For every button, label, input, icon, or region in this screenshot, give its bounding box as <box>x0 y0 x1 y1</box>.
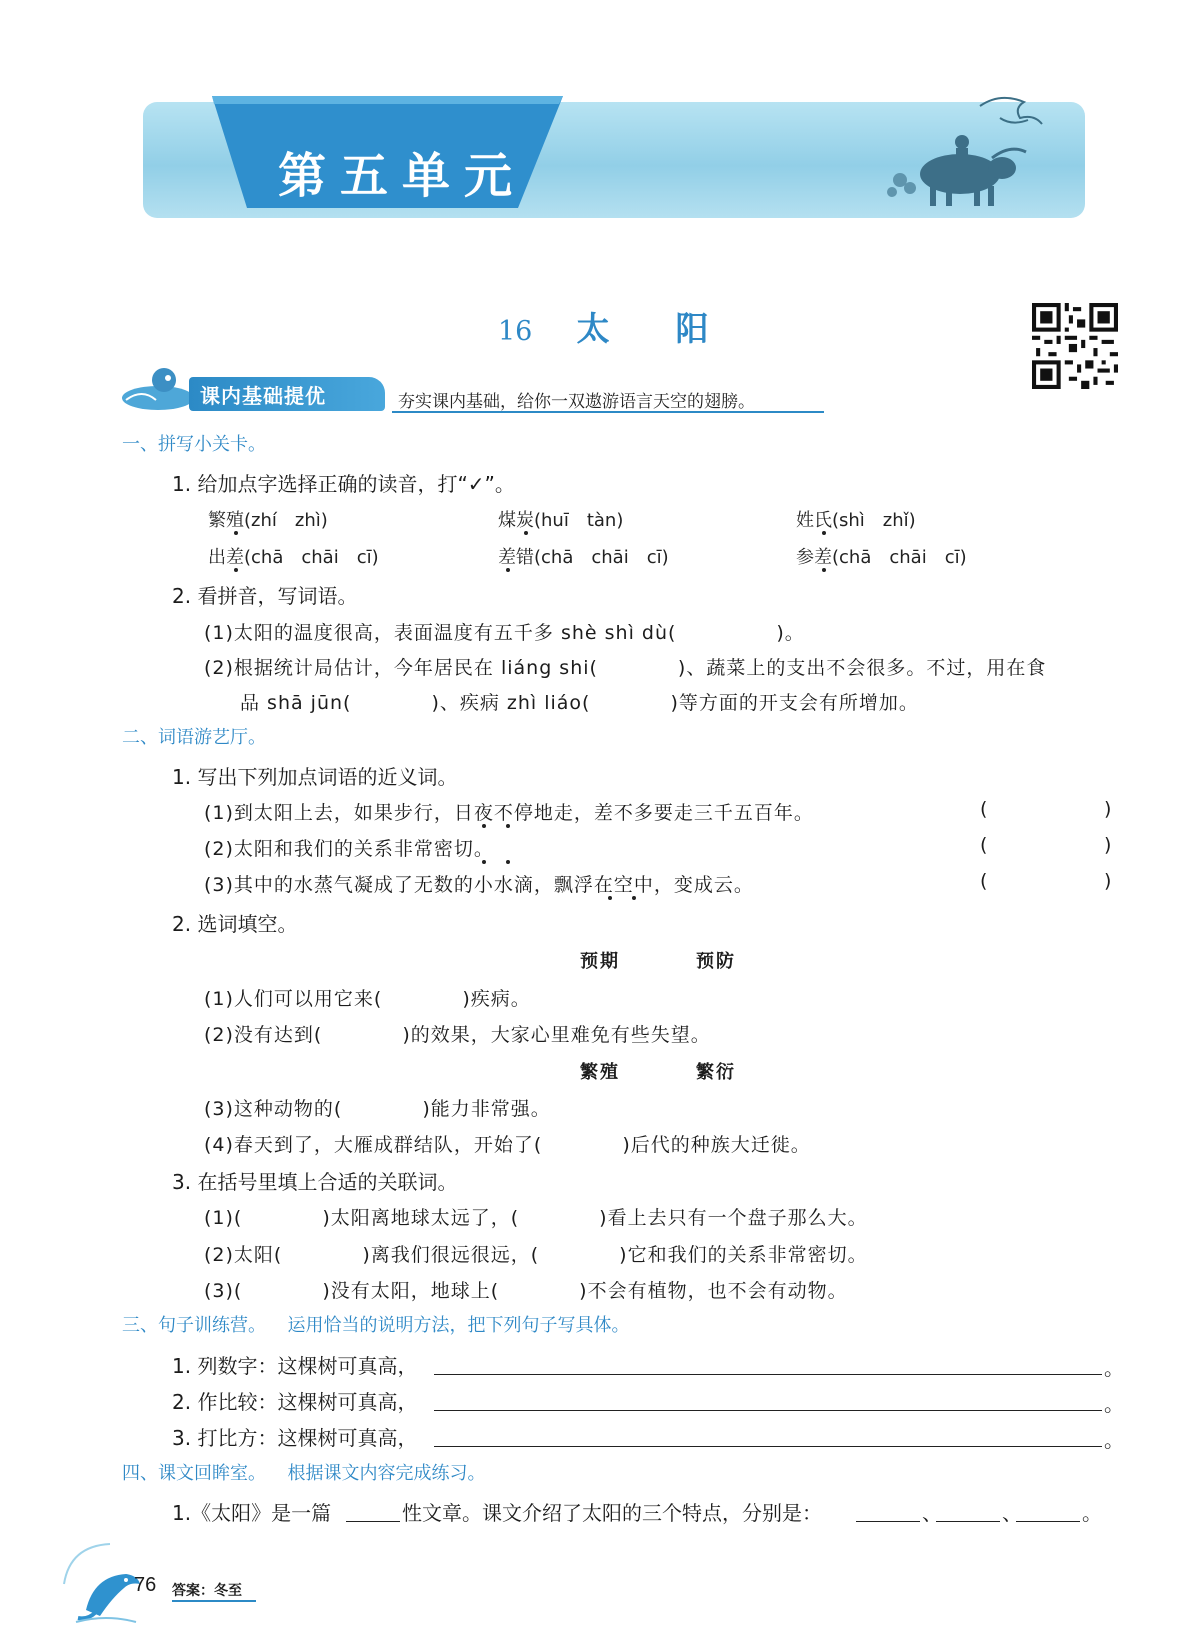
s2-q2-text: 2. 选词填空。 <box>172 912 298 936</box>
emphasis-dot <box>632 896 636 900</box>
answer-line[interactable] <box>434 1410 1102 1411</box>
s1-q1-item: 出差(chā chāi cī) <box>208 547 379 568</box>
s3-item: 1. 列数字：这棵树可真高， <box>172 1354 418 1378</box>
s2-q2-line: (2)没有达到( )的效果，大家心里难免有些失望。 <box>204 1024 711 1046</box>
section-1-title: 一、拼写小关卡。 <box>122 434 266 455</box>
answer-paren-open: ( <box>980 870 988 892</box>
footer-underline <box>172 1600 256 1602</box>
answer-line[interactable] <box>1016 1521 1080 1522</box>
s4-sep: 、 <box>922 1501 942 1525</box>
buffalo-illustration <box>880 88 1060 213</box>
answer-paren-close: ) <box>1104 834 1112 856</box>
emphasis-dot <box>482 824 486 828</box>
badge-label: 课内基础提优 <box>200 384 326 408</box>
s3-item: 2. 作比较：这棵树可真高， <box>172 1390 418 1414</box>
answer-line[interactable] <box>856 1521 920 1522</box>
footer-answer: 答案：冬至 <box>172 1583 242 1599</box>
s2-q1-item: (3)其中的水蒸气凝成了无数的小水滴，飘浮在空中，变成云。 <box>204 874 754 896</box>
emphasis-dot <box>524 531 528 535</box>
word-choice: 预防 <box>696 951 736 972</box>
answer-paren-close: ) <box>1104 798 1112 820</box>
emphasis-dot <box>506 860 510 864</box>
emphasis-dot <box>822 568 826 572</box>
s1-q2-line: 品 shā jūn( )、疾病 zhì liáo( )等方面的开支会有所增加。 <box>240 692 919 714</box>
mascot-icon <box>118 360 198 418</box>
s2-q3-line: (2)太阳( )离我们很远很远，( )它和我们的关系非常密切。 <box>204 1244 868 1266</box>
s2-q3-text: 3. 在括号里填上合适的关联词。 <box>172 1170 458 1194</box>
s4-end: 。 <box>1082 1501 1102 1525</box>
section-3-label: 三、句子训练营。 <box>122 1315 266 1336</box>
s3-end: 。 <box>1104 1392 1124 1416</box>
s1-q1-item: 煤炭(huī tàn) <box>498 510 624 531</box>
section-2-title: 二、词语游艺厅。 <box>122 727 266 748</box>
badge-slogan: 夯实课内基础，给你一双遨游语言天空的翅膀。 <box>398 392 755 412</box>
s2-q1-item: (2)太阳和我们的关系非常密切。 <box>204 838 494 860</box>
s4-q1-part1: 1.《太阳》是一篇 <box>172 1501 332 1525</box>
s1-q1-item: 差错(chā chāi cī) <box>498 547 669 568</box>
s1-q2-line: (2)根据统计局估计，今年居民在 liáng shi( )、蔬菜上的支出不会很多。不过，用在食 <box>204 657 1047 679</box>
s1-q1-item: 参差(chā chāi cī) <box>796 547 967 568</box>
lesson-name: 太 阳 <box>576 309 709 348</box>
answer-line[interactable] <box>434 1374 1102 1375</box>
lesson-title <box>498 303 709 350</box>
emphasis-dot <box>234 568 238 572</box>
s1-q2-line: (1)太阳的温度很高，表面温度有五千多 shè shì dù( )。 <box>204 622 805 644</box>
section-4-instruction: 根据课文内容完成练习。 <box>287 1463 486 1484</box>
emphasis-dot <box>234 531 238 535</box>
s2-q2-line: (3)这种动物的( )能力非常强。 <box>204 1098 551 1120</box>
s4-q1-part2: 性文章。课文介绍了太阳的三个特点，分别是： <box>402 1501 822 1525</box>
answer-paren-open: ( <box>980 798 988 820</box>
s2-q3-line: (3)( )没有太阳，地球上( )不会有植物，也不会有动物。 <box>204 1280 848 1302</box>
emphasis-dot <box>506 824 510 828</box>
word-choice: 预期 <box>580 951 620 972</box>
section-3-instruction: 运用恰当的说明方法，把下列句子写具体。 <box>287 1315 630 1336</box>
word-choice: 繁殖 <box>580 1062 620 1083</box>
page-number: 76 <box>134 1574 157 1596</box>
s1-q2-text: 2. 看拼音，写词语。 <box>172 584 358 608</box>
s4-sep: 、 <box>1002 1501 1022 1525</box>
section-4-title <box>122 1459 485 1485</box>
answer-paren-close: ) <box>1104 870 1112 892</box>
unit-title: 第五单元 <box>278 148 527 204</box>
emphasis-dot <box>482 860 486 864</box>
word-choice: 繁衍 <box>696 1062 736 1083</box>
answer-line[interactable] <box>434 1446 1102 1447</box>
qr-code-icon <box>1032 303 1118 389</box>
s3-end: 。 <box>1104 1428 1124 1452</box>
emphasis-dot <box>608 896 612 900</box>
section-4-label: 四、课文回眸室。 <box>122 1463 266 1484</box>
section-3-title <box>122 1311 629 1337</box>
answer-paren-open: ( <box>980 834 988 856</box>
answer-line[interactable] <box>936 1521 1000 1522</box>
lesson-number: 16 <box>498 316 533 347</box>
s1-q1-item: 繁殖(zhí zhì) <box>208 510 328 531</box>
s3-end: 。 <box>1104 1356 1124 1380</box>
emphasis-dot <box>506 568 510 572</box>
s1-q1-text: 1. 给加点字选择正确的读音，打“✓”。 <box>172 472 515 496</box>
slogan-underline <box>392 411 824 413</box>
emphasis-dot <box>822 531 826 535</box>
s2-q3-line: (1)( )太阳离地球太远了，( )看上去只有一个盘子那么大。 <box>204 1207 868 1229</box>
s2-q2-line: (4)春天到了，大雁成群结队，开始了( )后代的种族大迁徙。 <box>204 1134 811 1156</box>
s3-item: 3. 打比方：这棵树可真高， <box>172 1426 418 1450</box>
s2-q1-text: 1. 写出下列加点词语的近义词。 <box>172 765 458 789</box>
s2-q1-item: (1)到太阳上去，如果步行，日夜不停地走，差不多要走三千五百年。 <box>204 802 814 824</box>
s2-q2-line: (1)人们可以用它来( )疾病。 <box>204 988 531 1010</box>
answer-line[interactable] <box>346 1521 400 1522</box>
s1-q1-item: 姓氏(shì zhǐ) <box>796 510 916 531</box>
